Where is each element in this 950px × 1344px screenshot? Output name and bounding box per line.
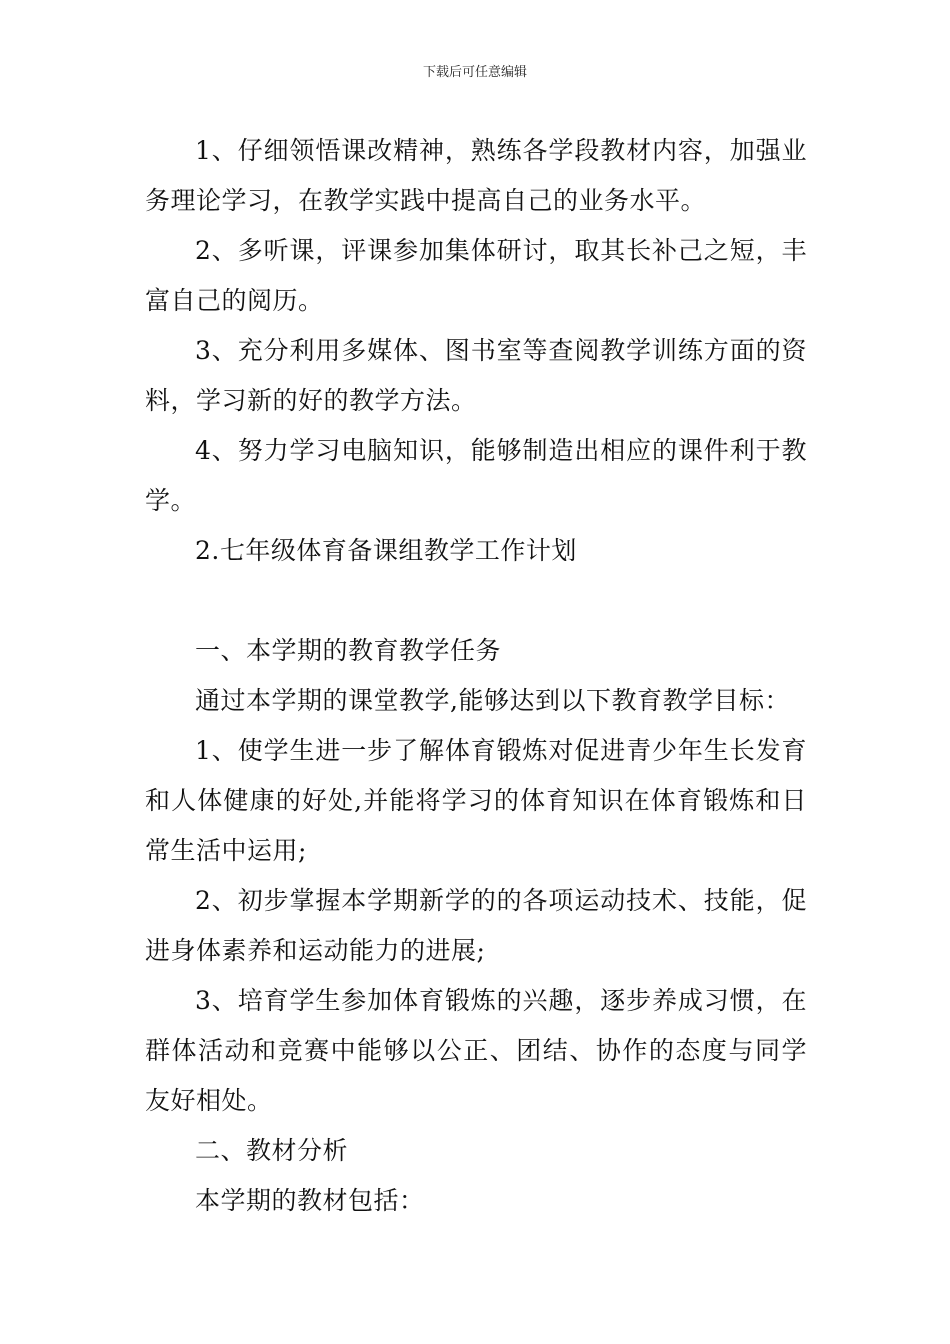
paragraph-item-3: 3、充分利用多媒体、图书室等查阅教学训练方面的资料，学习新的好的教学方法。 <box>145 336 807 415</box>
heading-material-analysis: 二、教材分析 <box>195 1136 349 1165</box>
document-body <box>145 126 807 1226</box>
paragraph-goals-intro: 通过本学期的课堂教学,能够达到以下教育教学目标： <box>195 686 790 715</box>
goal-item-3: 3、培育学生参加体育锻炼的兴趣，逐步养成习惯，在群体活动和竞赛中能够以公正、团结、协作的态度与同学友好相处。 <box>145 986 807 1115</box>
paragraph-item-2: 2、多听课，评课参加集体研讨，取其长补己之短，丰富自己的阅历。 <box>145 236 807 315</box>
section-title: 2.七年级体育备课组教学工作计划 <box>195 536 577 565</box>
page-header: 下载后可任意编辑 <box>422 65 527 80</box>
blank-line <box>145 576 807 626</box>
paragraph-item-4: 4、努力学习电脑知识，能够制造出相应的课件利于教学。 <box>145 436 807 515</box>
goal-item-1: 1、使学生进一步了解体育锻炼对促进青少年生长发育和人体健康的好处,并能将学习的体育知识在体育锻炼和日常生活中运用; <box>145 736 807 865</box>
paragraph-material-intro: 本学期的教材包括： <box>195 1186 425 1215</box>
goal-item-2: 2、初步掌握本学期新学的的各项运动技术、技能，促进身体素养和运动能力的进展; <box>145 886 807 965</box>
heading-teaching-tasks: 一、本学期的教育教学任务 <box>195 636 502 665</box>
paragraph-item-1: 1、仔细领悟课改精神，熟练各学段教材内容，加强业务理论学习，在教学实践中提高自己的业务水平。 <box>145 136 807 215</box>
